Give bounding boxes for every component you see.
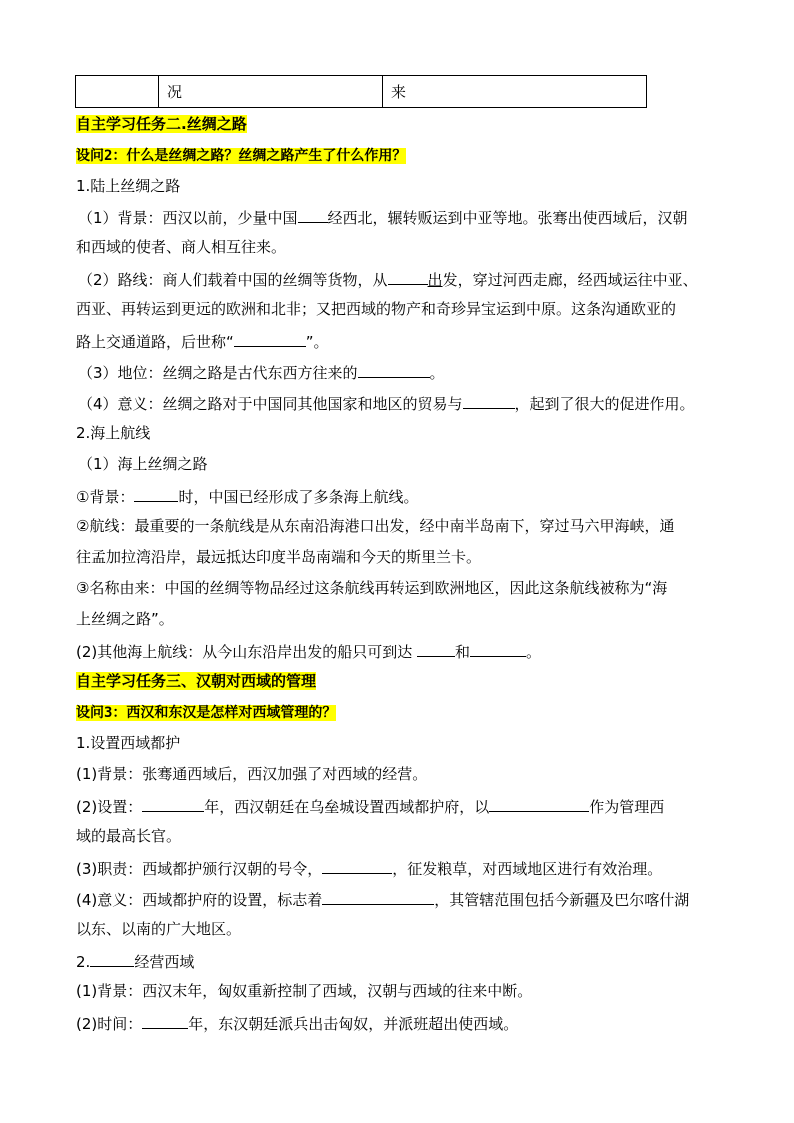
text-line: （3）地位：丝绸之路是古代东西方往来的 。 xyxy=(78,361,445,383)
text-line: ①背景： 时，中国已经形成了多条海上航线。 xyxy=(76,485,418,507)
table-cell: 来 xyxy=(383,76,647,108)
fill-blank[interactable] xyxy=(470,640,526,657)
subheading: 2.海上航线 xyxy=(76,424,151,442)
fill-blank[interactable] xyxy=(298,206,328,223)
text-line: (2)时间： 年，东汉朝廷派兵出击匈奴，并派班超出使西域。 xyxy=(76,1012,518,1034)
text-line: (4)意义：西域都护府的设置，标志着 ，其管辖范围包括今新疆及巴尔喀什湖 xyxy=(76,888,689,910)
section-title: 自主学习任务二.丝绸之路 xyxy=(76,115,247,133)
text-line: (2)设置： 年，西汉朝廷在乌垒城设置西域都护府，以 作为管理西 xyxy=(76,795,664,817)
text-line: 域的最高长官。 xyxy=(76,827,182,845)
subheading: 2. 经营西域 xyxy=(76,950,194,972)
table-cell: 况 xyxy=(159,76,383,108)
guiding-question: 设问3：西汉和东汉是怎样对西域管理的？ xyxy=(76,705,337,721)
table-cell xyxy=(76,76,159,108)
section-title: 自主学习任务三、汉朝对西域的管理 xyxy=(76,672,317,690)
subheading: 1.设置西域都护 xyxy=(76,734,181,752)
guiding-question: 设问2：什么是丝绸之路？丝绸之路产生了什么作用？ xyxy=(76,148,407,164)
text-line: 往孟加拉湾沿岸，最远抵达印度半岛南端和今天的斯里兰卡。 xyxy=(76,548,482,566)
fill-blank[interactable] xyxy=(489,795,589,812)
summary-table xyxy=(75,75,647,108)
text-line: 上丝绸之路”。 xyxy=(76,610,174,628)
text-line: （1）海上丝绸之路 xyxy=(78,455,208,473)
text-line: （4）意义：丝绸之路对于中国同其他国家和地区的贸易与 ，起到了很大的促进作用。 xyxy=(78,392,695,414)
subheading: 1.陆上丝绸之路 xyxy=(76,177,181,195)
text-line: （2）路线：商人们载着中国的丝绸等货物，从 出发，穿过河西走廊，经西域运往中亚、 xyxy=(78,268,698,290)
text-line: （1）背景：西汉以前，少量中国 经西北，辗转贩运到中亚等地。张骞出使西域后，汉朝 xyxy=(78,206,688,228)
fill-blank[interactable] xyxy=(388,268,428,285)
fill-blank[interactable] xyxy=(322,857,392,874)
text-line: 和西域的使者、商人相互往来。 xyxy=(76,238,287,256)
text-line: (2)其他海上航线：从今山东沿岸出发的船只可到达 和 。 xyxy=(76,640,541,662)
fill-blank[interactable] xyxy=(463,392,515,409)
text-line: (3)职责：西域都护颁行汉朝的号令， ，征发粮草，对西域地区进行有效治理。 xyxy=(76,857,662,879)
fill-blank[interactable] xyxy=(142,1012,188,1029)
text-line: 西亚、再转运到更远的欧洲和北非；又把西域的物产和奇珍异宝运到中原。这条沟通欧亚的 xyxy=(76,300,677,318)
table-row xyxy=(76,76,647,108)
fill-blank[interactable] xyxy=(234,330,306,347)
text-line: (1)背景：张骞通西域后，西汉加强了对西域的经营。 xyxy=(76,765,428,783)
text-line: ③名称由来：中国的丝绸等物品经过这条航线再转运到欧洲地区，因此这条航线被称为“海 xyxy=(76,579,668,597)
fill-blank[interactable] xyxy=(142,795,204,812)
text-line: (1)背景：西汉末年，匈奴重新控制了西域，汉朝与西域的往来中断。 xyxy=(76,982,533,1000)
fill-blank[interactable] xyxy=(90,950,134,967)
text-line: ②航线：最重要的一条航线是从东南沿海港口出发，经中南半岛南下，穿过马六甲海峡，通 xyxy=(76,517,675,535)
fill-blank[interactable] xyxy=(322,888,434,905)
text-line: 以东、以南的广大地区。 xyxy=(76,920,242,938)
fill-blank[interactable] xyxy=(358,361,430,378)
text-line: 路上交通道路，后世称“ ”。 xyxy=(76,330,329,352)
fill-blank[interactable] xyxy=(134,485,178,502)
fill-blank[interactable] xyxy=(417,640,455,657)
